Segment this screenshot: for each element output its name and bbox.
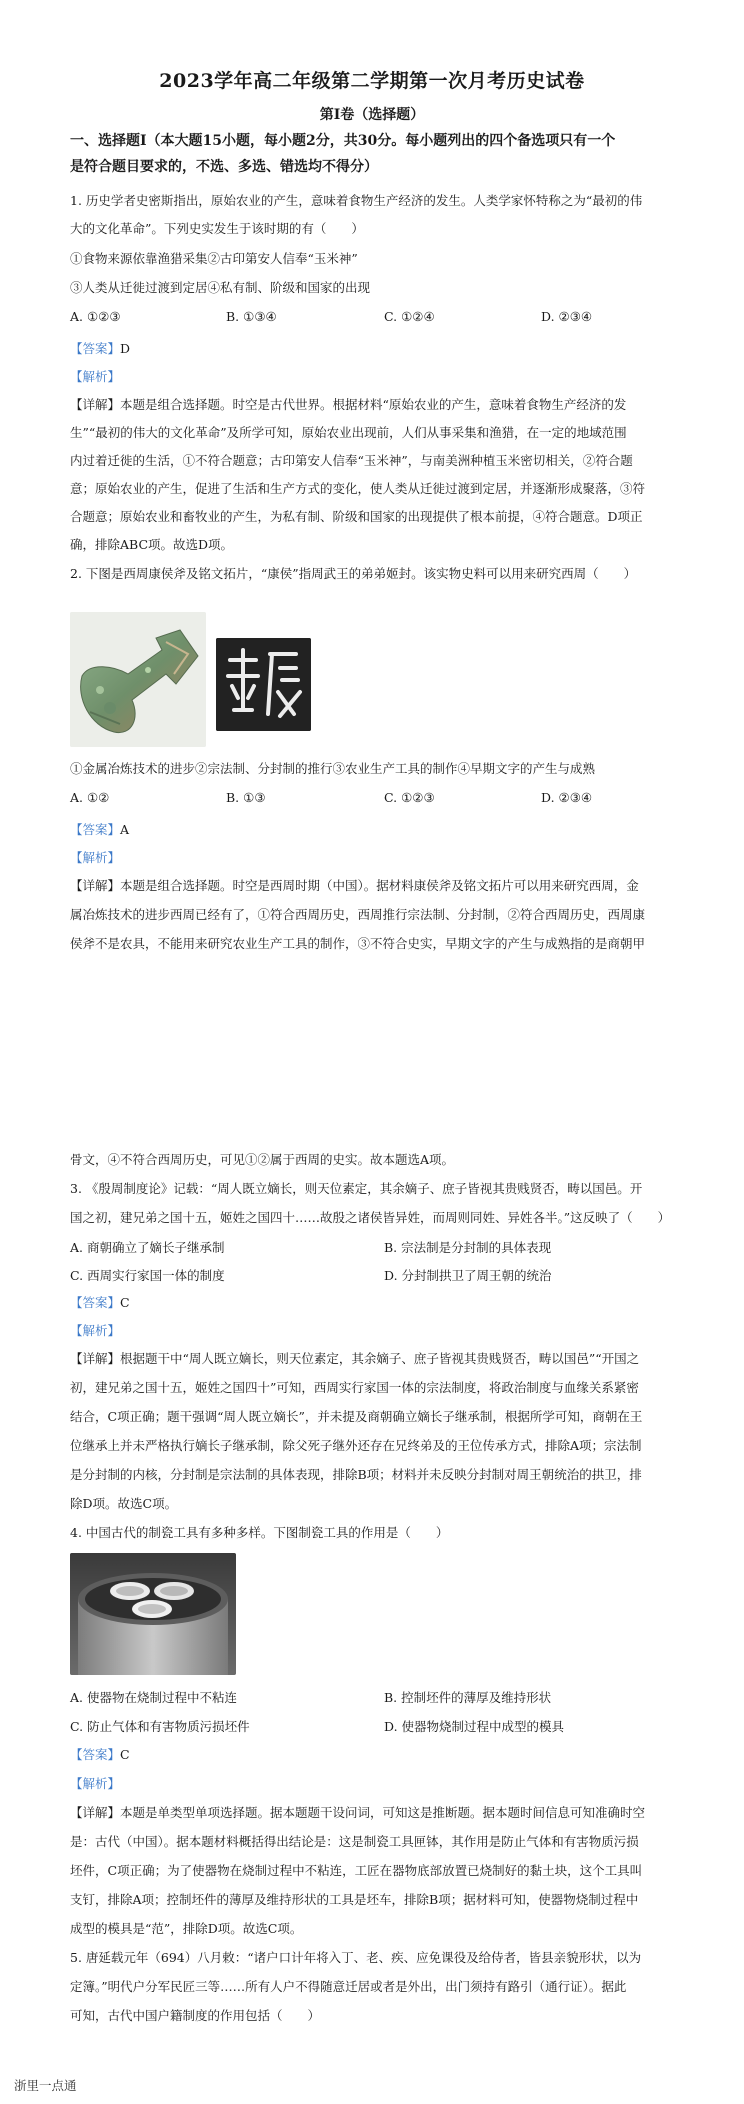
q1-detail-line5: 合题意；原始农业和畜牧业的产生，为私有制、阶级和国家的出现提供了根本前提，④符合题意。D项正 (70, 509, 643, 524)
q3-answer: 【答案】C (70, 1295, 130, 1310)
part-title: 第Ⅰ卷（选择题） (319, 107, 425, 123)
q2-detail-line1: 【详解】本题是组合选择题。时空是西周时期（中国）。据材料康侯斧及铭文拓片可以用来研究西周，金 (70, 878, 639, 893)
q3-option-a: A. 商朝确立了嫡长子继承制 (70, 1240, 225, 1255)
q2-option-d: D. ②③④ (541, 790, 593, 805)
q1-detail-line1: 【详解】本题是组合选择题。时空是古代世界。根据材料“原始农业的产生，意味着食物生产经济的发 (70, 397, 627, 412)
q3-detail-line2: 初，建兄弟之国十五，姬姓之国四十”可知，西周实行家国一体的宗法制度，将政治制度与血缘关系紧密 (70, 1380, 639, 1395)
q1-item-line1: ①食物来源依靠渔猎采集②古印第安人信奉“玉米神” (70, 251, 358, 266)
q4-option-d: D. 使器物烧制过程中成型的模具 (384, 1719, 565, 1734)
q2-option-a: A. ①② (70, 790, 110, 805)
q1-option-c: C. ①②④ (384, 309, 435, 324)
q4-option-a: A. 使器物在烧制过程中不粘连 (70, 1690, 237, 1705)
bronze-axe-image (70, 612, 206, 747)
q1-detail-line6: 确，排除ABC项。故选D项。 (70, 537, 234, 552)
q4-detail-line5: 成型的模具是“范”，排除D项。故选C项。 (70, 1921, 303, 1936)
exam-title: 2023学年高二年级第二学期第一次月考历史试卷 (159, 70, 585, 92)
q1-analysis-label: 【解析】 (70, 369, 121, 384)
q1-detail-line4: 意；原始农业的产生，促进了生活和生产方式的变化，使人类从迁徙过渡到定居，并逐渐形成聚落，③符 (70, 481, 646, 496)
q3-option-d: D. 分封制拱卫了周王朝的统治 (384, 1268, 552, 1283)
q4-analysis-label: 【解析】 (70, 1776, 121, 1791)
q3-analysis-label: 【解析】 (70, 1323, 121, 1338)
q2-stem: 2. 下图是西周康侯斧及铭文拓片，“康侯”指周武王的弟弟姬封。该实物史料可以用来研究西周（ ） (70, 566, 637, 581)
saggar-image (70, 1553, 236, 1675)
inscription-rubbing (216, 638, 311, 731)
q1-answer: 【答案】D (70, 341, 131, 356)
q5-stem-line3: 可知，古代中国户籍制度的作用包括（ ） (70, 2008, 321, 2023)
q2-answer: 【答案】A (70, 822, 130, 837)
q1-stem-line2: 大的文化革命”。下列史实发生于该时期的有（ ） (70, 221, 364, 236)
q4-detail-line4: 支钉，排除A项；控制坯件的薄厚及维持形状的工具是坯车，排除B项；据材料可知，使器物烧制过程中 (70, 1892, 639, 1907)
q4-stem: 4. 中国古代的制瓷工具有多种多样。下图制瓷工具的作用是（ ） (70, 1525, 449, 1540)
q4-detail-line1: 【详解】本题是单类型单项选择题。据本题题干设问词，可知这是推断题。据本题时间信息可知准确时空 (70, 1805, 646, 1820)
q3-detail-line6: 除D项。故选C项。 (70, 1496, 178, 1511)
q3-detail-line1: 【详解】根据题干中“周人既立嫡长，则天位素定，其余嫡子、庶子皆视其贵贱贤否，畴以国邑”“开国之 (70, 1351, 640, 1366)
q2-option-b: B. ①③ (226, 790, 266, 805)
q4-detail-line3: 坯件，C项正确；为了使器物在烧制过程中不粘连，工匠在器物底部放置已烧制好的黏土块，这个工具叫 (70, 1863, 643, 1878)
q1-option-a: A. ①②③ (70, 309, 121, 324)
q2-option-c: C. ①②③ (384, 790, 435, 805)
q4-answer: 【答案】C (70, 1747, 130, 1762)
section-heading-line2: 是符合题目要求的，不选、多选、错选均不得分） (70, 159, 378, 175)
q2-item-line: ①金属冶炼技术的进步②宗法制、分封制的推行③农业生产工具的制作④早期文字的产生与成熟 (70, 761, 596, 776)
q3-detail-line5: 是分封制的内核，分封制是宗法制的具体表现，排除B项；材料并未反映分封制对周王朝统治的拱卫，排 (70, 1467, 642, 1482)
q2-detail-line2: 属冶炼技术的进步西周已经有了，①符合西周历史，西周推行宗法制、分封制，②符合西周历史，西周康 (70, 907, 646, 922)
q1-option-b: B. ①③④ (226, 309, 277, 324)
q3-stem-line1: 3. 《殷周制度论》记载：“周人既立嫡长，则天位素定，其余嫡子、庶子皆视其贵贱贤否，畴以国邑。开 (70, 1181, 643, 1196)
saggar-photo (70, 1553, 236, 1675)
section-heading-line1: 一、选择题Ⅰ（本大题15小题，每小题2分，共30分。每小题列出的四个备选项只有一个 (70, 133, 616, 149)
q2-detail-line3: 侯斧不是农具，不能用来研究农业生产工具的制作，③不符合史实，早期文字的产生与成熟指的是商朝甲 (70, 936, 646, 951)
q3-stem-line2: 国之初，建兄弟之国十五，姬姓之国四十……故殷之诸侯皆异姓，而周则同姓、异姓各半。”这反映了（ ） (70, 1210, 671, 1225)
q4-detail-line2: 是：古代（中国）。据本题材料概括得出结论是：这是制瓷工具匣钵，其作用是防止气体和有害物质污损 (70, 1834, 639, 1849)
q5-stem-line2: 定簿。”明代户分军民匠三等……所有人户不得随意迁居或者是外出，出门须持有路引（通行证）。据此 (70, 1979, 627, 1994)
q2-analysis-label: 【解析】 (70, 850, 121, 865)
q3-detail-line4: 位继承上并未严格执行嫡长子继承制，除父死子继外还存在兄终弟及的王位传承方式，排除A项；宗法制 (70, 1438, 642, 1453)
q2-detail-line4: 骨文，④不符合西周历史，可见①②属于西周的史实。故本题选A项。 (70, 1152, 455, 1167)
q1-stem-line1: 1. 历史学者史密斯指出，原始农业的产生，意味着食物生产经济的发生。人类学家怀特称之为“最初的伟 (70, 193, 643, 208)
q3-option-c: C. 西周实行家国一体的制度 (70, 1268, 225, 1283)
q1-option-d: D. ②③④ (541, 309, 593, 324)
q1-item-line2: ③人类从迁徙过渡到定居④私有制、阶级和国家的出现 (70, 280, 371, 295)
q1-detail-line3: 内过着迁徙的生活，①不符合题意；古印第安人信奉“玉米神”，与南美洲种植玉米密切相关，②符合题 (70, 453, 633, 468)
q1-detail-line2: 生”“最初的伟大的文化革命”及所学可知，原始农业出现前，人们从事采集和渔猎，在一定的地域范围 (70, 425, 627, 440)
q5-stem-line1: 5. 唐延载元年（694）八月敕：“诸户口计年将入丁、老、疾、应免课役及给侍者，皆县亲貌形状，以为 (70, 1950, 642, 1965)
q4-option-b: B. 控制坯件的薄厚及维持形状 (384, 1690, 552, 1705)
footer-watermark: 浙里一点通 (14, 2078, 77, 2093)
q3-option-b: B. 宗法制是分封制的具体表现 (384, 1240, 552, 1255)
q3-detail-line3: 结合，C项正确；题干强调“周人既立嫡长”，并未提及商朝确立嫡长子继承制，根据所学可知，商朝在王 (70, 1409, 643, 1424)
inscription-rubbing-image (216, 638, 311, 731)
q4-option-c: C. 防止气体和有害物质污损坯件 (70, 1719, 250, 1734)
axe-photo (70, 612, 206, 747)
